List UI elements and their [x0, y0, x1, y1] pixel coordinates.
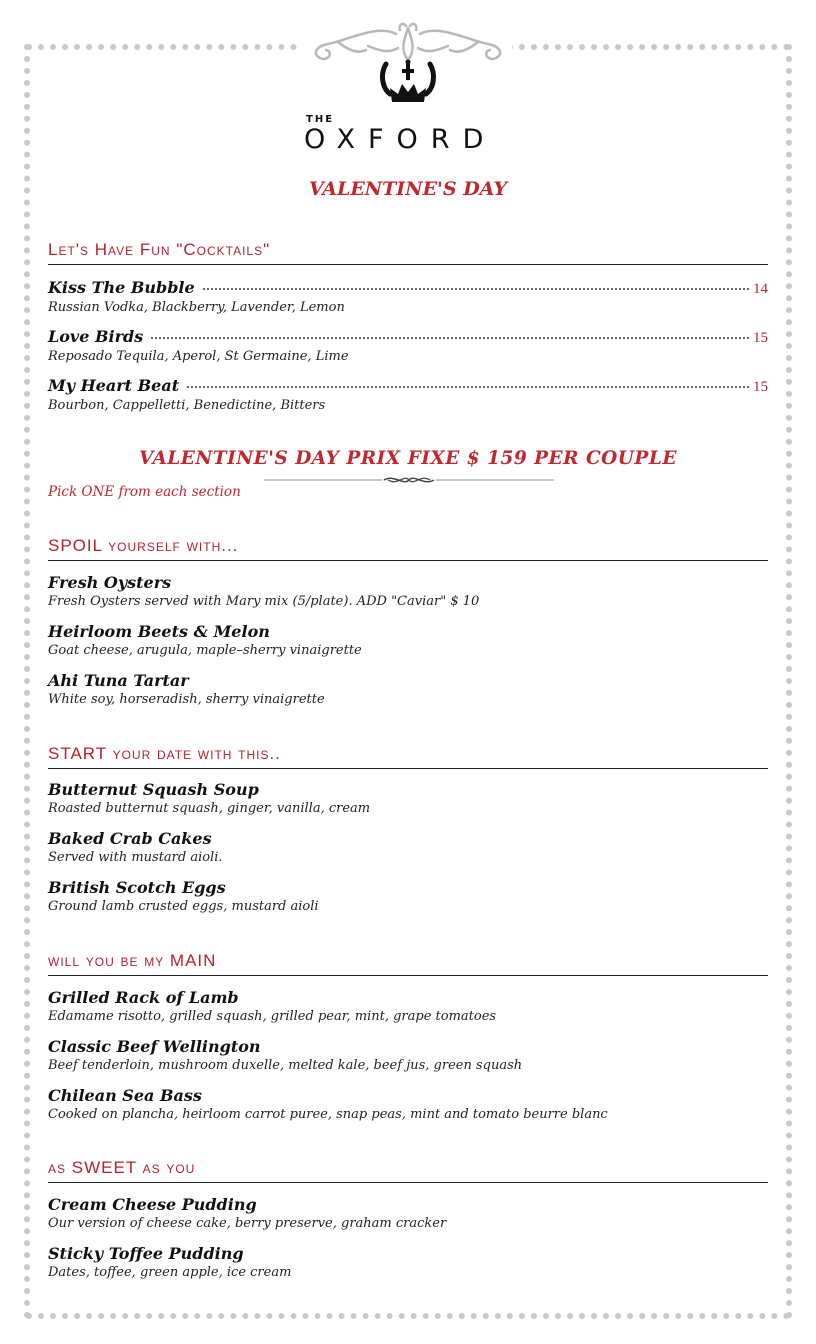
item-description: White soy, horseradish, sherry vinaigrette [48, 692, 325, 707]
item-name: Heirloom Beets & Melon [48, 622, 270, 641]
prix-fixe-note: Pick ONE from each section [48, 484, 241, 500]
menu-item [48, 376, 768, 413]
item-name: Kiss The Bubble [48, 278, 195, 297]
section-heading-main: will you be my MAIN [48, 951, 768, 976]
item-name: Ahi Tuna Tartar [48, 671, 189, 690]
item-name: British Scotch Eggs [48, 878, 226, 897]
item-description: Russian Vodka, Blackberry, Lavender, Lemon [48, 300, 345, 315]
section-heading-spoil: SPOIL yourself with... [48, 536, 768, 561]
item-price: 15 [753, 330, 768, 346]
menu-item [48, 327, 768, 364]
item-name: Chilean Sea Bass [48, 1086, 202, 1105]
item-name: Sticky Toffee Pudding [48, 1244, 244, 1263]
item-name: Love Birds [48, 327, 144, 346]
item-description: Beef tenderloin, mushroom duxelle, melted kale, beef jus, green squash [48, 1058, 523, 1073]
item-name: My Heart Beat [48, 376, 180, 395]
item-description: Roasted butternut squash, ginger, vanilla, cream [48, 801, 371, 816]
menu-item [48, 1244, 768, 1280]
menu-item [48, 1086, 768, 1122]
item-description: Bourbon, Cappelletti, Benedictine, Bitters [48, 398, 326, 413]
section-heading-start: START your date with this.. [48, 744, 768, 769]
item-name: Classic Beef Wellington [48, 1037, 261, 1056]
item-name: Grilled Rack of Lamb [48, 988, 239, 1007]
item-description: Fresh Oysters served with Mary mix (5/plate). ADD "Caviar" $ 10 [48, 594, 480, 609]
menu-item [48, 1195, 768, 1231]
menu-item [48, 671, 768, 707]
dot-leader [187, 386, 749, 388]
menu-item [48, 1037, 768, 1073]
crown-crest-icon [378, 58, 438, 106]
prix-fixe-title: VALENTINE'S DAY PRIX FIXE $ 159 PER COUPLE [139, 448, 677, 469]
item-description: Cooked on plancha, heirloom carrot puree, snap peas, mint and tomato beurre blanc [48, 1107, 608, 1122]
menu-item [48, 780, 768, 816]
page-title: VALENTINE'S DAY [308, 178, 508, 200]
item-name: Cream Cheese Pudding [48, 1195, 257, 1214]
divider-flourish-icon [264, 472, 554, 488]
frame-right-border [786, 44, 792, 1319]
dot-leader [203, 288, 749, 290]
section-heading-cocktails: Let's Have Fun "Cocktails" [48, 240, 768, 265]
menu-item [48, 878, 768, 914]
item-name: Fresh Oysters [48, 573, 172, 592]
item-price: 14 [753, 281, 768, 297]
item-description: Dates, toffee, green apple, ice cream [48, 1265, 292, 1280]
menu-item [48, 829, 768, 865]
item-description: Our version of cheese cake, berry preserve, graham cracker [48, 1216, 447, 1231]
item-description: Edamame risotto, grilled squash, grilled pear, mint, grape tomatoes [48, 1009, 497, 1024]
section-heading-sweet: as SWEET as you [48, 1158, 768, 1183]
item-name: Butternut Squash Soup [48, 780, 259, 799]
item-description: Ground lamb crusted eggs, mustard aioli [48, 899, 319, 914]
menu-item [48, 573, 768, 609]
item-description: Reposado Tequila, Aperol, St Germaine, Lime [48, 349, 349, 364]
dot-leader [151, 337, 749, 339]
item-description: Goat cheese, arugula, maple–sherry vinaigrette [48, 643, 362, 658]
menu-item [48, 988, 768, 1024]
menu-item [48, 278, 768, 315]
brand-name: OXFORD [304, 124, 497, 155]
frame-left-border [24, 44, 30, 1319]
item-description: Served with mustard aioli. [48, 850, 223, 865]
frame-bottom-border [26, 1313, 790, 1319]
item-name: Baked Crab Cakes [48, 829, 212, 848]
menu-item [48, 622, 768, 658]
brand-prefix: THE [306, 114, 335, 125]
item-price: 15 [753, 379, 768, 395]
